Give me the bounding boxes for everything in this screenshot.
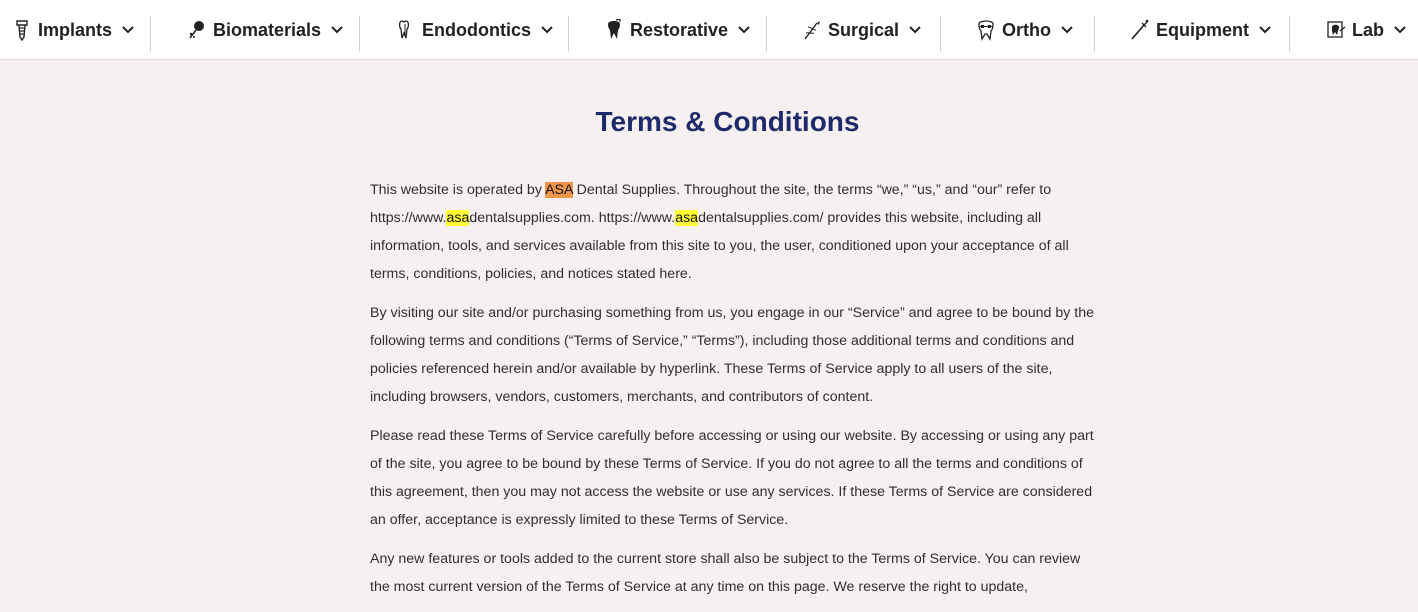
chevron-down-icon [331, 25, 343, 35]
nav-label: Ortho [1002, 19, 1051, 40]
nav-divider [359, 16, 360, 52]
chevron-down-icon [1259, 25, 1271, 35]
nav-divider [1094, 16, 1095, 52]
nav-item-lab[interactable] [1326, 0, 1406, 60]
nav-divider [1289, 16, 1290, 52]
nav-divider [150, 16, 151, 52]
ortho-icon [976, 19, 996, 41]
nav-label: Implants [38, 19, 113, 40]
nav-divider [766, 16, 767, 52]
nav-item-ortho[interactable] [976, 0, 1073, 60]
chevron-down-icon [1061, 25, 1073, 35]
surgical-icon [802, 19, 822, 41]
nav-label: Surgical [828, 19, 900, 40]
terms-paragraph: By visiting our site and/or purchasing something from us, you engage in our “Service” and agree to be bound by the following terms and conditions (“Terms of Service,” “Terms”), including those additional terms and conditions and policies referenced herein and/or available by hyperlink. These Terms of Service apply to all users of the site, including browsers, vendors, customers, merchants, and contributors of content. [370, 305, 1094, 405]
terms-paragraph: Please read these Terms of Service carefully before accessing or using our website. By accessing or using any part of the site, you agree to be bound by these Terms of Service. If you do not agree to all the terms and conditions of this agreement, then you may not access the website or use any services. If these Terms of Service are considered an offer, acceptance is expressly limited to these Terms of Service. [370, 428, 1094, 528]
nav-label: Equipment [1156, 19, 1249, 40]
nav-label: Lab [1352, 19, 1385, 40]
nav-item-biomaterials[interactable] [187, 0, 343, 60]
equipment-icon [1130, 19, 1150, 41]
paragraph-text: dentalsupplies.com. https://www. [469, 210, 676, 226]
endodontics-icon [396, 19, 416, 41]
page-title: Terms & Conditions [595, 106, 860, 137]
nav-item-surgical[interactable] [802, 0, 921, 60]
nav-label: Biomaterials [213, 19, 322, 40]
chevron-down-icon [122, 25, 134, 35]
terms-content [370, 100, 1095, 612]
terms-paragraph: Any new features or tools added to the current store shall also be subject to the Terms of Service. You can review the most current version of the Terms of Service at any time on this page. We reserve the right to update, [370, 551, 1081, 595]
chevron-down-icon [1394, 25, 1406, 35]
nav-item-equipment[interactable] [1130, 0, 1271, 60]
nav-item-endodontics[interactable] [396, 0, 553, 60]
implant-icon [12, 19, 32, 41]
nav-divider [568, 16, 569, 52]
chevron-down-icon [541, 25, 553, 35]
nav-divider [940, 16, 941, 52]
nav-label: Endodontics [422, 19, 531, 40]
biomaterials-icon [187, 19, 207, 41]
restorative-icon [604, 19, 624, 41]
nav-item-restorative[interactable] [604, 0, 750, 60]
paragraph-text: Dental Supplies. Throughout the site, the terms “we,” “us,” and “our” refer to https://www. [370, 182, 1052, 226]
paragraph-text: This website is operated by [370, 182, 546, 198]
nav-item-implants[interactable] [12, 0, 134, 60]
nav-label: Restorative [630, 19, 729, 40]
terms-paragraph [370, 176, 1095, 288]
lab-icon [1326, 19, 1346, 41]
search-highlight-current: ASA [545, 182, 573, 198]
chevron-down-icon [738, 25, 750, 35]
search-highlight: asa [675, 210, 699, 226]
paragraph-text: dentalsupplies.com/ provides this website, including all information, tools, and services available from this site to you, the user, conditioned upon your acceptance of all terms, conditions, policies, and notices stated here. [370, 210, 1069, 282]
chevron-down-icon [909, 25, 921, 35]
top-navigation [0, 0, 1418, 60]
search-highlight: asa [446, 210, 470, 226]
